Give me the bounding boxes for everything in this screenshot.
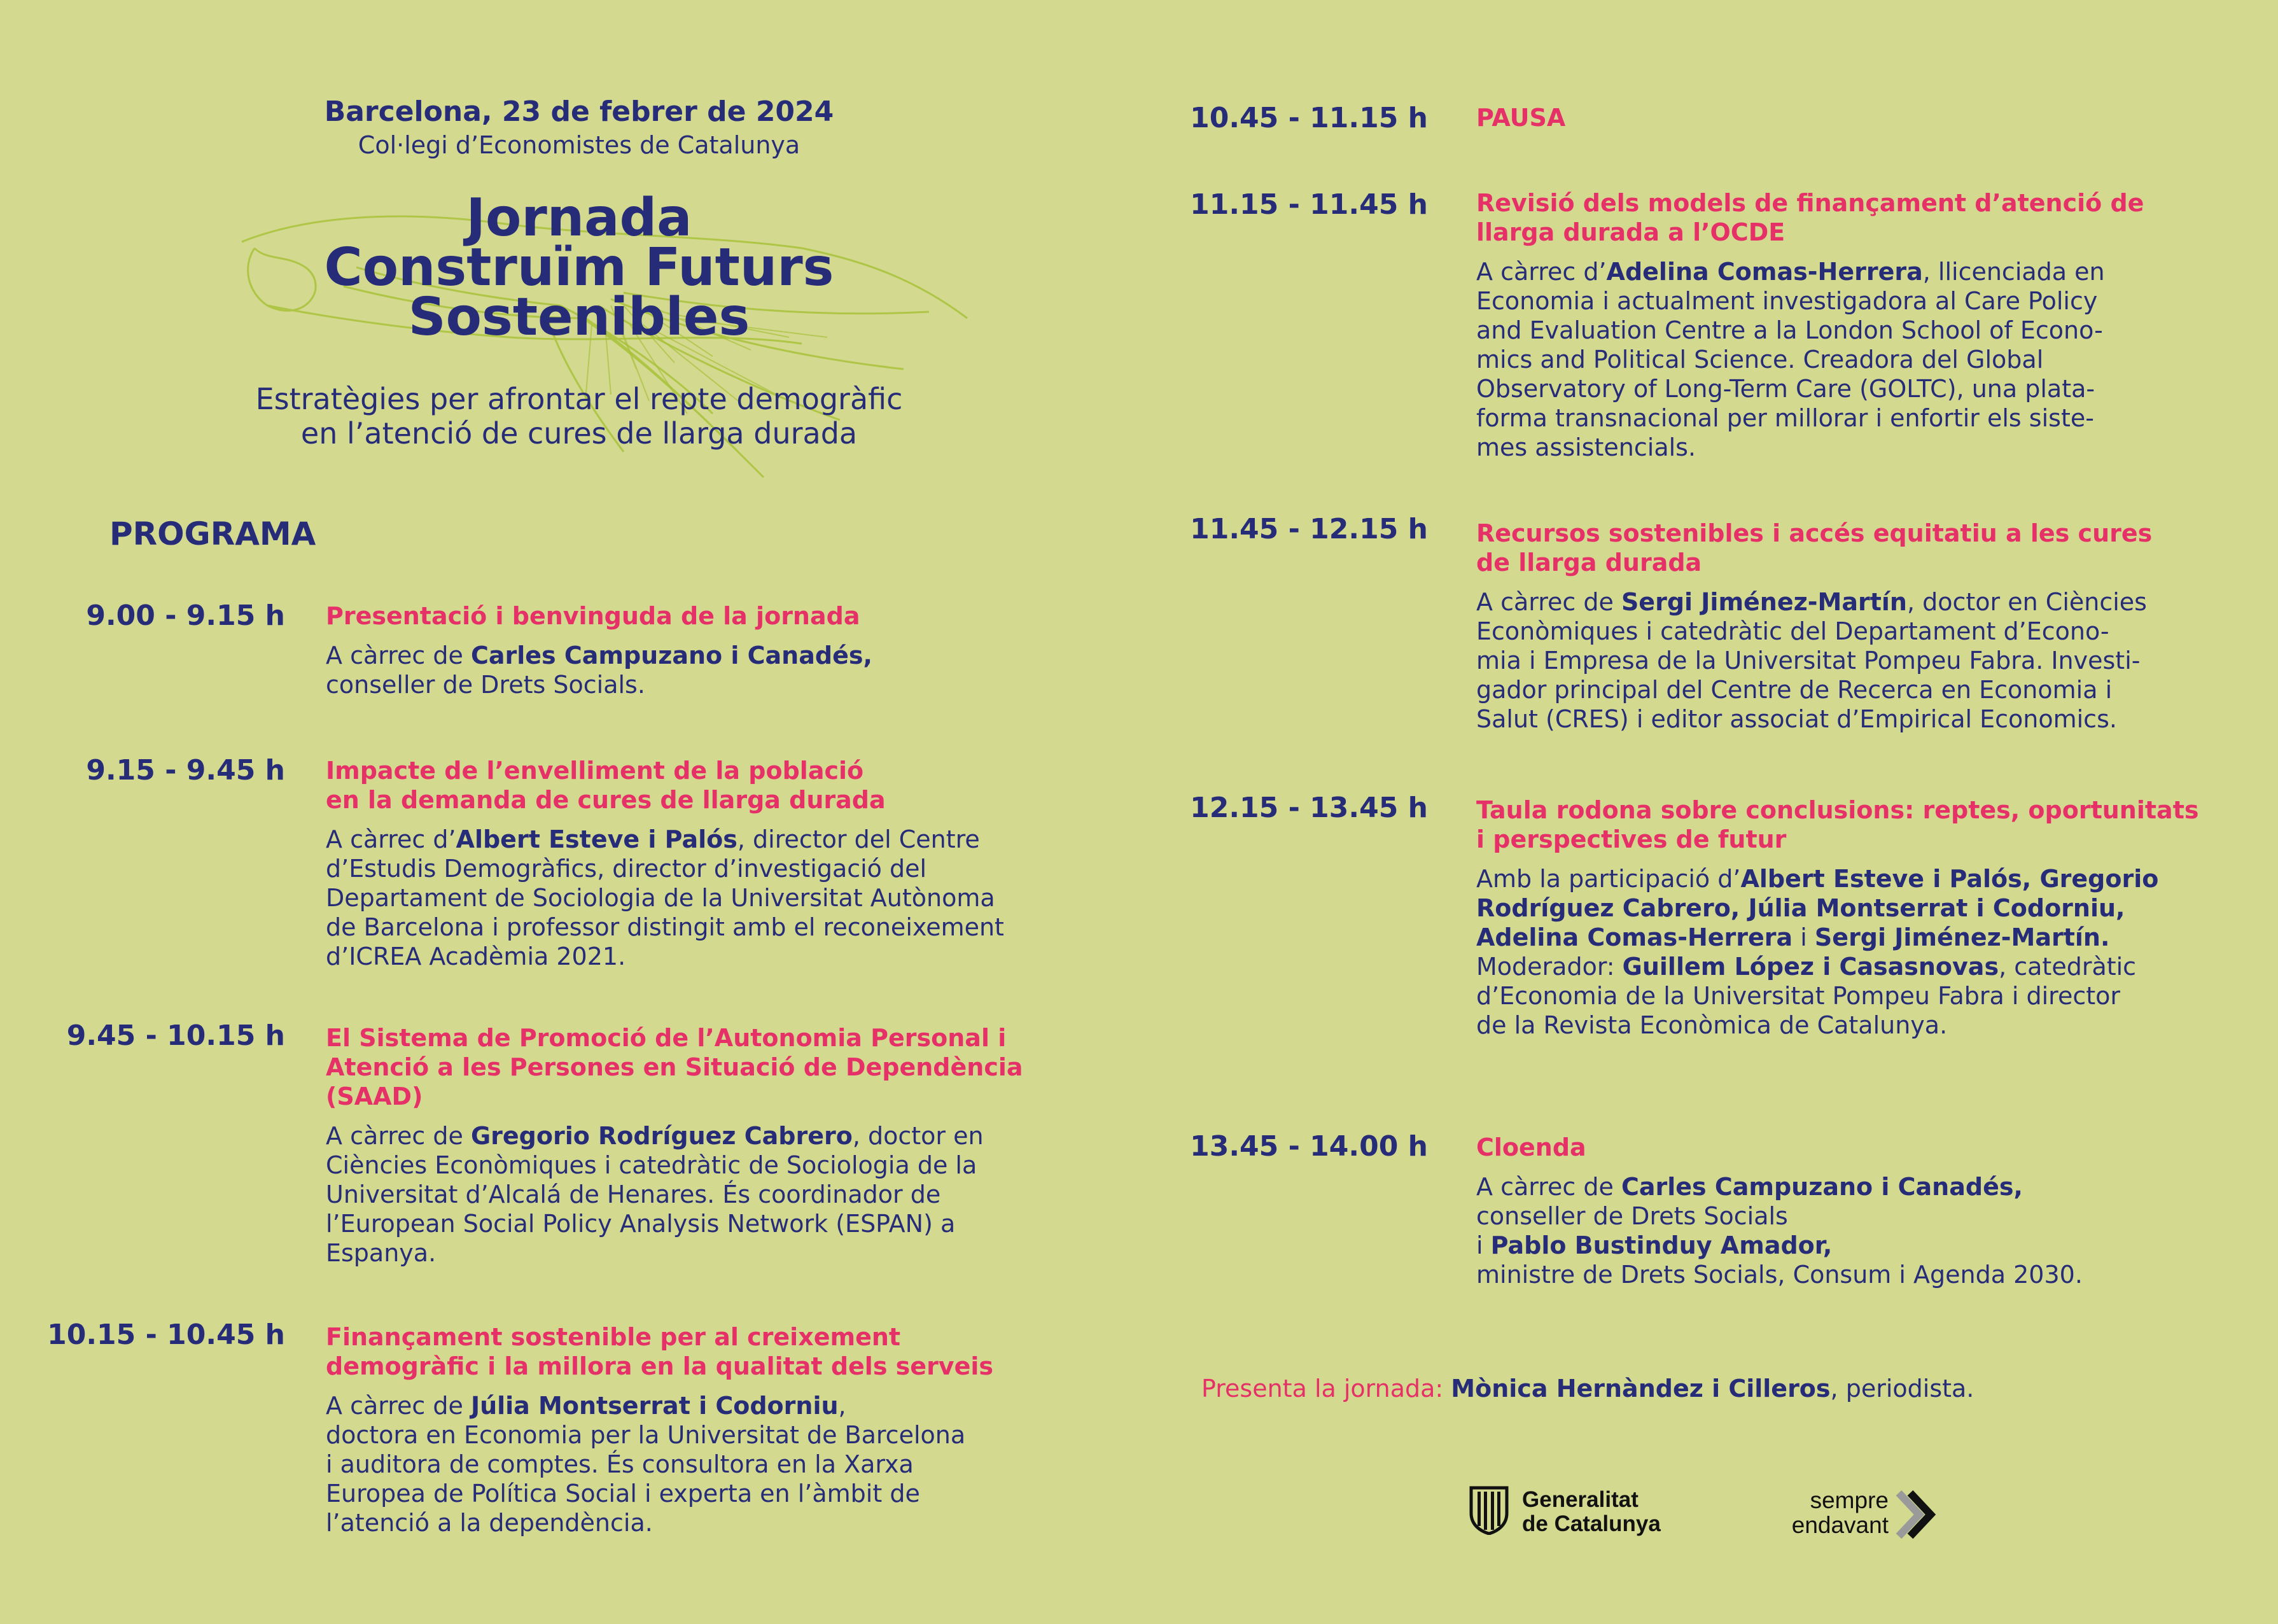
description-text: conseller de Drets Socials xyxy=(1476,1202,1788,1230)
description-line xyxy=(1476,587,2147,617)
description-line xyxy=(326,913,1004,942)
generalitat-line: Generalitat xyxy=(1522,1487,1639,1512)
description-line xyxy=(326,1508,965,1537)
description-line xyxy=(1476,893,2158,923)
session-title-line: Finançament sostenible per al creixement xyxy=(326,1323,901,1351)
session-title-line: i perspectives de futur xyxy=(1476,825,1787,853)
event-header xyxy=(0,0,1158,484)
description-line xyxy=(1476,286,2105,316)
session-title-line: Atenció a les Persones en Situació de Dependència xyxy=(326,1053,1023,1081)
session-title xyxy=(1476,795,2198,854)
description-text: l’atenció a la dependència. xyxy=(326,1509,653,1537)
description-line xyxy=(1476,1260,2083,1289)
description-text: Moderador: xyxy=(1476,953,1623,981)
description-line xyxy=(1476,704,2147,734)
event-title-line: Jornada xyxy=(466,188,692,248)
event-subtitle-line: en l’atenció de cures de llarga durada xyxy=(300,416,858,451)
description-line xyxy=(1476,345,2105,374)
session-title xyxy=(326,1023,1023,1111)
session-title-line: (SAAD) xyxy=(326,1082,423,1110)
description-text: , catedràtic xyxy=(1999,953,2137,981)
event-date: Barcelona, 23 de febrer de 2024 xyxy=(324,95,834,128)
speaker-name: Adelina Comas-Herrera xyxy=(1476,923,1793,951)
description-text: and Evaluation Centre a la London School of Econo- xyxy=(1476,316,2103,344)
session-description xyxy=(1476,1172,2083,1289)
session-title-line: llarga durada a l’OCDE xyxy=(1476,218,1785,246)
session-title-line: Taula rodona sobre conclusions: reptes, oportunitats xyxy=(1476,796,2199,824)
description-text: A càrrec de xyxy=(326,1122,471,1150)
description-line xyxy=(326,825,1004,854)
description-text: , director del Centre xyxy=(737,825,980,853)
description-text: Amb la participació d’ xyxy=(1476,865,1741,893)
description-text: A càrrec d’ xyxy=(1476,258,1607,286)
description-text: Europea de Política Social i experta en l’àmbit de xyxy=(326,1480,920,1508)
description-line xyxy=(326,670,872,699)
description-line xyxy=(1476,864,2158,893)
presenter-role: , periodista. xyxy=(1830,1375,1974,1403)
speaker-name: Rodríguez Cabrero, Júlia Montserrat i Codorniu, xyxy=(1476,894,2125,922)
description-line xyxy=(1476,923,2158,952)
description-line xyxy=(1476,433,2105,462)
session-title-line: demogràfic i la millora en la qualitat dels serveis xyxy=(326,1352,993,1380)
description-text: d’ICREA Acadèmia 2021. xyxy=(326,942,626,970)
description-line xyxy=(326,641,872,670)
session-title-line: Impacte de l’envelliment de la població xyxy=(326,757,864,785)
description-line xyxy=(326,854,1004,883)
description-text: A càrrec de xyxy=(326,641,471,669)
session-time: 10.15 - 10.45 h xyxy=(47,1319,285,1351)
description-line xyxy=(1476,646,2147,675)
generalitat-logo-text xyxy=(1522,1488,1661,1536)
speaker-name: Guillem López i Casasnovas xyxy=(1622,953,1999,981)
session-title-line: El Sistema de Promoció de l’Autonomia Personal i xyxy=(326,1024,1007,1052)
description-text: i xyxy=(1792,923,1815,951)
session-description xyxy=(326,1391,965,1537)
description-text: A càrrec de xyxy=(326,1392,471,1420)
session-title-line: PAUSA xyxy=(1476,104,1566,132)
description-text: mes assistencials. xyxy=(1476,433,1696,461)
description-line xyxy=(1476,952,2158,981)
description-line xyxy=(1476,1011,2158,1040)
description-line xyxy=(1476,981,2158,1011)
session-time: 9.15 - 9.45 h xyxy=(86,754,285,787)
session-title xyxy=(326,756,886,815)
presenter-label: Presenta la jornada: xyxy=(1201,1375,1451,1403)
description-line xyxy=(326,1151,984,1180)
session-time: 9.45 - 10.15 h xyxy=(66,1019,285,1052)
speaker-name: Gregorio Rodríguez Cabrero xyxy=(470,1122,853,1150)
session-title-line: Recursos sostenibles i accés equitatiu a les cures xyxy=(1476,519,2153,547)
session-title-line: Cloenda xyxy=(1476,1133,1586,1161)
sempre-endavant-text xyxy=(1792,1488,1889,1537)
session-description xyxy=(1476,257,2105,462)
speaker-name: Adelina Comas-Herrera xyxy=(1606,258,1923,286)
description-text: , doctor en Ciències xyxy=(1906,588,2147,616)
description-line xyxy=(1476,403,2105,433)
description-text: Departament de Sociologia de la Universitat Autònoma xyxy=(326,884,995,912)
description-line xyxy=(326,1420,965,1450)
description-text: de la Revista Econòmica de Catalunya. xyxy=(1476,1011,1948,1039)
description-line xyxy=(1476,1201,2083,1231)
description-text: Espanya. xyxy=(326,1239,437,1267)
sempre-line: endavant xyxy=(1791,1512,1889,1538)
description-text: ministre de Drets Socials, Consum i Agenda 2030. xyxy=(1476,1261,2083,1289)
description-line xyxy=(1476,257,2105,286)
session-title xyxy=(1476,1133,1586,1162)
event-venue: Col·legi d’Economistes de Catalunya xyxy=(358,131,800,159)
session-description xyxy=(326,825,1004,971)
description-text: Econòmiques i catedràtic del Departament d’Econo- xyxy=(1476,617,2109,645)
description-text: d’Estudis Demogràfics, director d’investigació del xyxy=(326,855,927,883)
description-text: gador principal del Centre de Recerca en Economia i xyxy=(1476,676,2113,704)
event-title xyxy=(0,188,1158,347)
description-text: A càrrec de xyxy=(1476,588,1621,616)
speaker-name: Albert Esteve i Palós xyxy=(456,825,737,853)
speaker-name: Carles Campuzano i Canadés, xyxy=(1621,1173,2023,1201)
presenter-name: Mònica Hernàndez i Cilleros xyxy=(1451,1375,1831,1403)
session-title-line: en la demanda de cures de llarga durada xyxy=(326,786,886,814)
generalitat-line: de Catalunya xyxy=(1522,1511,1661,1536)
presenter-line xyxy=(1201,1375,1974,1403)
description-text: doctora en Economia per la Universitat de Barcelona xyxy=(326,1421,966,1449)
session-description xyxy=(1476,587,2147,734)
description-text: conseller de Drets Socials. xyxy=(326,671,645,699)
description-line xyxy=(326,1238,984,1268)
description-text: , xyxy=(838,1392,846,1420)
description-text: Economia i actualment investigadora al Care Policy xyxy=(1476,287,2098,315)
session-title-line: Revisió dels models de finançament d’atenció de xyxy=(1476,189,2144,217)
event-title-line: Sostenibles xyxy=(408,287,750,347)
description-text: A càrrec de xyxy=(1476,1173,1621,1201)
description-line xyxy=(326,1121,984,1151)
description-line xyxy=(326,1180,984,1209)
description-line xyxy=(326,883,1004,913)
event-subtitle xyxy=(0,382,1158,451)
description-text: de Barcelona i professor distingit amb el reconeixement xyxy=(326,913,1004,941)
description-line xyxy=(1476,1231,2083,1260)
speaker-name: Júlia Montserrat i Codorniu xyxy=(470,1392,839,1420)
description-line xyxy=(326,1391,965,1420)
description-line xyxy=(1476,374,2105,403)
session-time: 11.45 - 12.15 h xyxy=(1190,513,1428,545)
session-title xyxy=(326,1322,993,1381)
description-line xyxy=(1476,617,2147,646)
session-time: 9.00 - 9.15 h xyxy=(86,599,285,632)
session-description xyxy=(326,641,872,699)
session-title xyxy=(1476,519,2152,577)
description-text: d’Economia de la Universitat Pompeu Fabra i director xyxy=(1476,982,2120,1010)
description-text: mia i Empresa de la Universitat Pompeu Fabra. Investi- xyxy=(1476,647,2141,675)
speaker-name: Albert Esteve i Palós, Gregorio xyxy=(1740,865,2159,893)
description-line xyxy=(326,942,1004,971)
event-title-line: Construïm Futurs xyxy=(324,237,834,298)
generalitat-emblem-icon xyxy=(1469,1485,1509,1535)
speaker-name: Pablo Bustinduy Amador, xyxy=(1490,1231,1833,1259)
session-time: 13.45 - 14.00 h xyxy=(1190,1130,1428,1163)
session-title xyxy=(1476,188,2144,247)
event-subtitle-line: Estratègies per afrontar el repte demogràfic xyxy=(255,382,903,416)
description-line xyxy=(1476,675,2147,704)
session-title xyxy=(326,601,860,631)
session-description xyxy=(1476,864,2158,1040)
description-line xyxy=(1476,1172,2083,1201)
description-text: , doctor en xyxy=(852,1122,984,1150)
description-text: l’European Social Policy Analysis Network (ESPAN) a xyxy=(326,1210,956,1238)
session-time: 12.15 - 13.45 h xyxy=(1190,792,1428,824)
chevron-right-icon xyxy=(1895,1489,1939,1540)
session-title-line: Presentació i benvinguda de la jornada xyxy=(326,602,860,630)
sempre-endavant-logo xyxy=(1749,1485,1939,1543)
speaker-name: Sergi Jiménez-Martín. xyxy=(1814,923,2110,951)
description-text: A càrrec d’ xyxy=(326,825,456,853)
session-title-line: de llarga durada xyxy=(1476,549,1702,577)
description-text: , llicenciada en xyxy=(1922,258,2105,286)
session-title xyxy=(1476,103,1565,132)
description-text: i xyxy=(1476,1231,1491,1259)
description-line xyxy=(326,1209,984,1238)
description-line xyxy=(1476,316,2105,345)
description-text: i auditora de comptes. És consultora en la Xarxa xyxy=(326,1450,914,1478)
session-time: 10.45 - 11.15 h xyxy=(1190,102,1428,134)
session-time: 11.15 - 11.45 h xyxy=(1190,188,1428,221)
sempre-line: sempre xyxy=(1810,1487,1889,1513)
description-text: mics and Political Science. Creadora del Global xyxy=(1476,346,2044,374)
description-text: Universitat d’Alcalá de Henares. És coordinador de xyxy=(326,1180,941,1208)
description-text: forma transnacional per millorar i enfortir els siste- xyxy=(1476,404,2094,432)
speaker-name: Sergi Jiménez-Martín xyxy=(1621,588,1907,616)
programa-heading: PROGRAMA xyxy=(109,515,316,552)
description-text: Ciències Econòmiques i catedràtic de Sociologia de la xyxy=(326,1151,977,1179)
session-description xyxy=(326,1121,984,1268)
description-line xyxy=(326,1479,965,1508)
speaker-name: Carles Campuzano i Canadés, xyxy=(470,641,872,669)
description-text: Salut (CRES) i editor associat d’Empirical Economics. xyxy=(1476,705,2117,733)
description-text: Observatory of Long-Term Care (GOLTC), una plata- xyxy=(1476,375,2095,403)
description-line xyxy=(326,1450,965,1479)
